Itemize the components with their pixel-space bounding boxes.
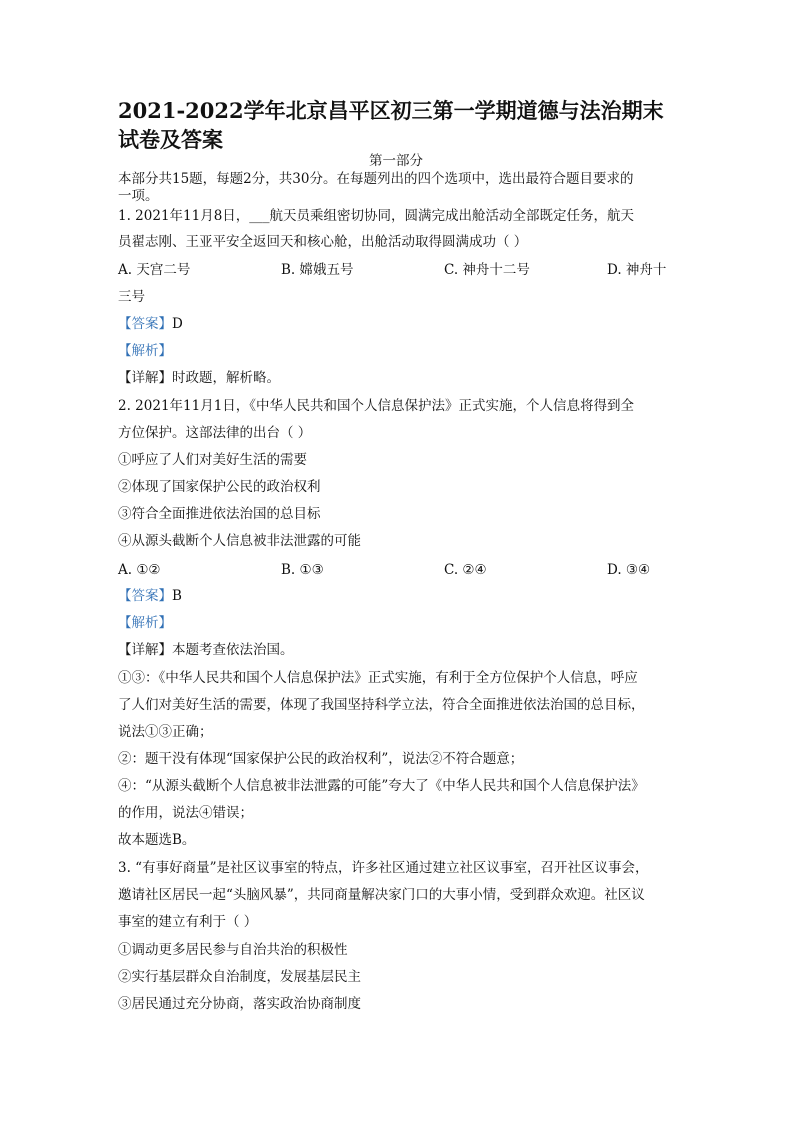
q2-explain-line7: 故本题选B。	[118, 832, 196, 848]
detail-tag: 【详解】	[118, 642, 172, 658]
q2-option-d: D. ③④	[607, 562, 651, 578]
q1-option-c: C. 神舟十二号	[444, 262, 530, 278]
q2-explain-line3: 说法①③正确；	[118, 724, 213, 740]
q1-stem-line2: 员翟志刚、王亚平安全返回天和核心舱，出舱活动取得圆满成功（ ）	[118, 234, 528, 250]
answer-value: D	[172, 316, 183, 332]
q3-stem-line1: 3. “有事好商量”是社区议事室的特点，许多社区通过建立社区议事室，召开社区议事会，	[118, 860, 649, 876]
q2-option-c: C. ②④	[444, 562, 487, 578]
answer-tag: 【答案】	[118, 588, 172, 604]
q2-stem-line1: 2. 2021年11月1日，《中华人民共和国个人信息保护法》正式实施，个人信息将得到全	[118, 398, 635, 414]
q2-statement-3: ③符合全面推进依法治国的总目标	[118, 506, 321, 522]
q2-option-b: B. ①③	[281, 562, 324, 578]
q2-detail	[118, 641, 294, 659]
q2-statement-4: ④从源头截断个人信息被非法泄露的可能	[118, 533, 361, 549]
section-intro-line2: 一项。	[118, 188, 159, 204]
q2-explain-line4: ②：题干没有体现“国家保护公民的政治权利”，说法②不符合题意；	[118, 751, 524, 767]
q2-explain-line2: 了人们对美好生活的需要，体现了我国坚持科学立法，符合全面推进依法治国的总目标，	[118, 697, 645, 713]
q1-stem-line1: 1. 2021年11月8日，___航天员乘组密切协同，圆满完成出舱活动全部既定任务，航天	[118, 208, 635, 224]
q3-stem-line2: 邀请社区居民一起“头脑风暴”，共同商量解决家门口的大事小情，受到群众欢迎。社区议	[118, 887, 645, 903]
q3-statement-3: ③居民通过充分协商，落实政治协商制度	[118, 996, 361, 1012]
q2-explain-line5: ④：“从源头截断个人信息被非法泄露的可能”夸大了《中华人民共和国个人信息保护法》	[118, 778, 645, 794]
q1-option-d-wrap: 三号	[118, 289, 145, 305]
section-intro-line1: 本部分共15题，每题2分，共30分。在每题列出的四个选项中，选出最符合题目要求的	[118, 171, 634, 187]
answer-tag: 【答案】	[118, 316, 172, 332]
q3-stem-line3: 事室的建立有利于（ ）	[118, 914, 258, 930]
q2-stem-line2: 方位保护。这部法律的出台（ ）	[118, 425, 312, 441]
q2-explain-line6: 的作用，说法④错误；	[118, 805, 253, 821]
q3-statement-1: ①调动更多居民参与自治共治的积极性	[118, 942, 348, 958]
q1-detail	[118, 369, 280, 387]
document-title: 2021-2022学年北京昌平区初三第一学期道德与法治期末试卷及答案	[118, 98, 664, 152]
q1-option-d: D. 神舟十	[607, 262, 667, 278]
q2-statement-2: ②体现了国家保护公民的政治权利	[118, 479, 321, 495]
q2-option-a: A. ①②	[118, 562, 161, 578]
detail-tag: 【详解】	[118, 370, 172, 386]
q3-statement-2: ②实行基层群众自治制度，发展基层民主	[118, 969, 361, 985]
detail-text: 时政题，解析略。	[172, 370, 280, 386]
q2-analysis-tag: 【解析】	[118, 615, 172, 631]
answer-value: B	[172, 588, 182, 604]
section-heading: 第一部分	[369, 153, 423, 169]
q2-statement-1: ①呼应了人们对美好生活的需要	[118, 452, 307, 468]
q1-option-b: B. 嫦娥五号	[281, 262, 354, 278]
q1-answer	[118, 315, 183, 333]
detail-text: 本题考查依法治国。	[172, 642, 294, 658]
q2-explain-line1: ①③：《中华人民共和国个人信息保护法》正式实施，有利于全方位保护个人信息，呼应	[118, 670, 638, 686]
q2-answer	[118, 587, 182, 605]
q1-option-a: A. 天宫二号	[118, 262, 191, 278]
q1-analysis-tag: 【解析】	[118, 343, 172, 359]
